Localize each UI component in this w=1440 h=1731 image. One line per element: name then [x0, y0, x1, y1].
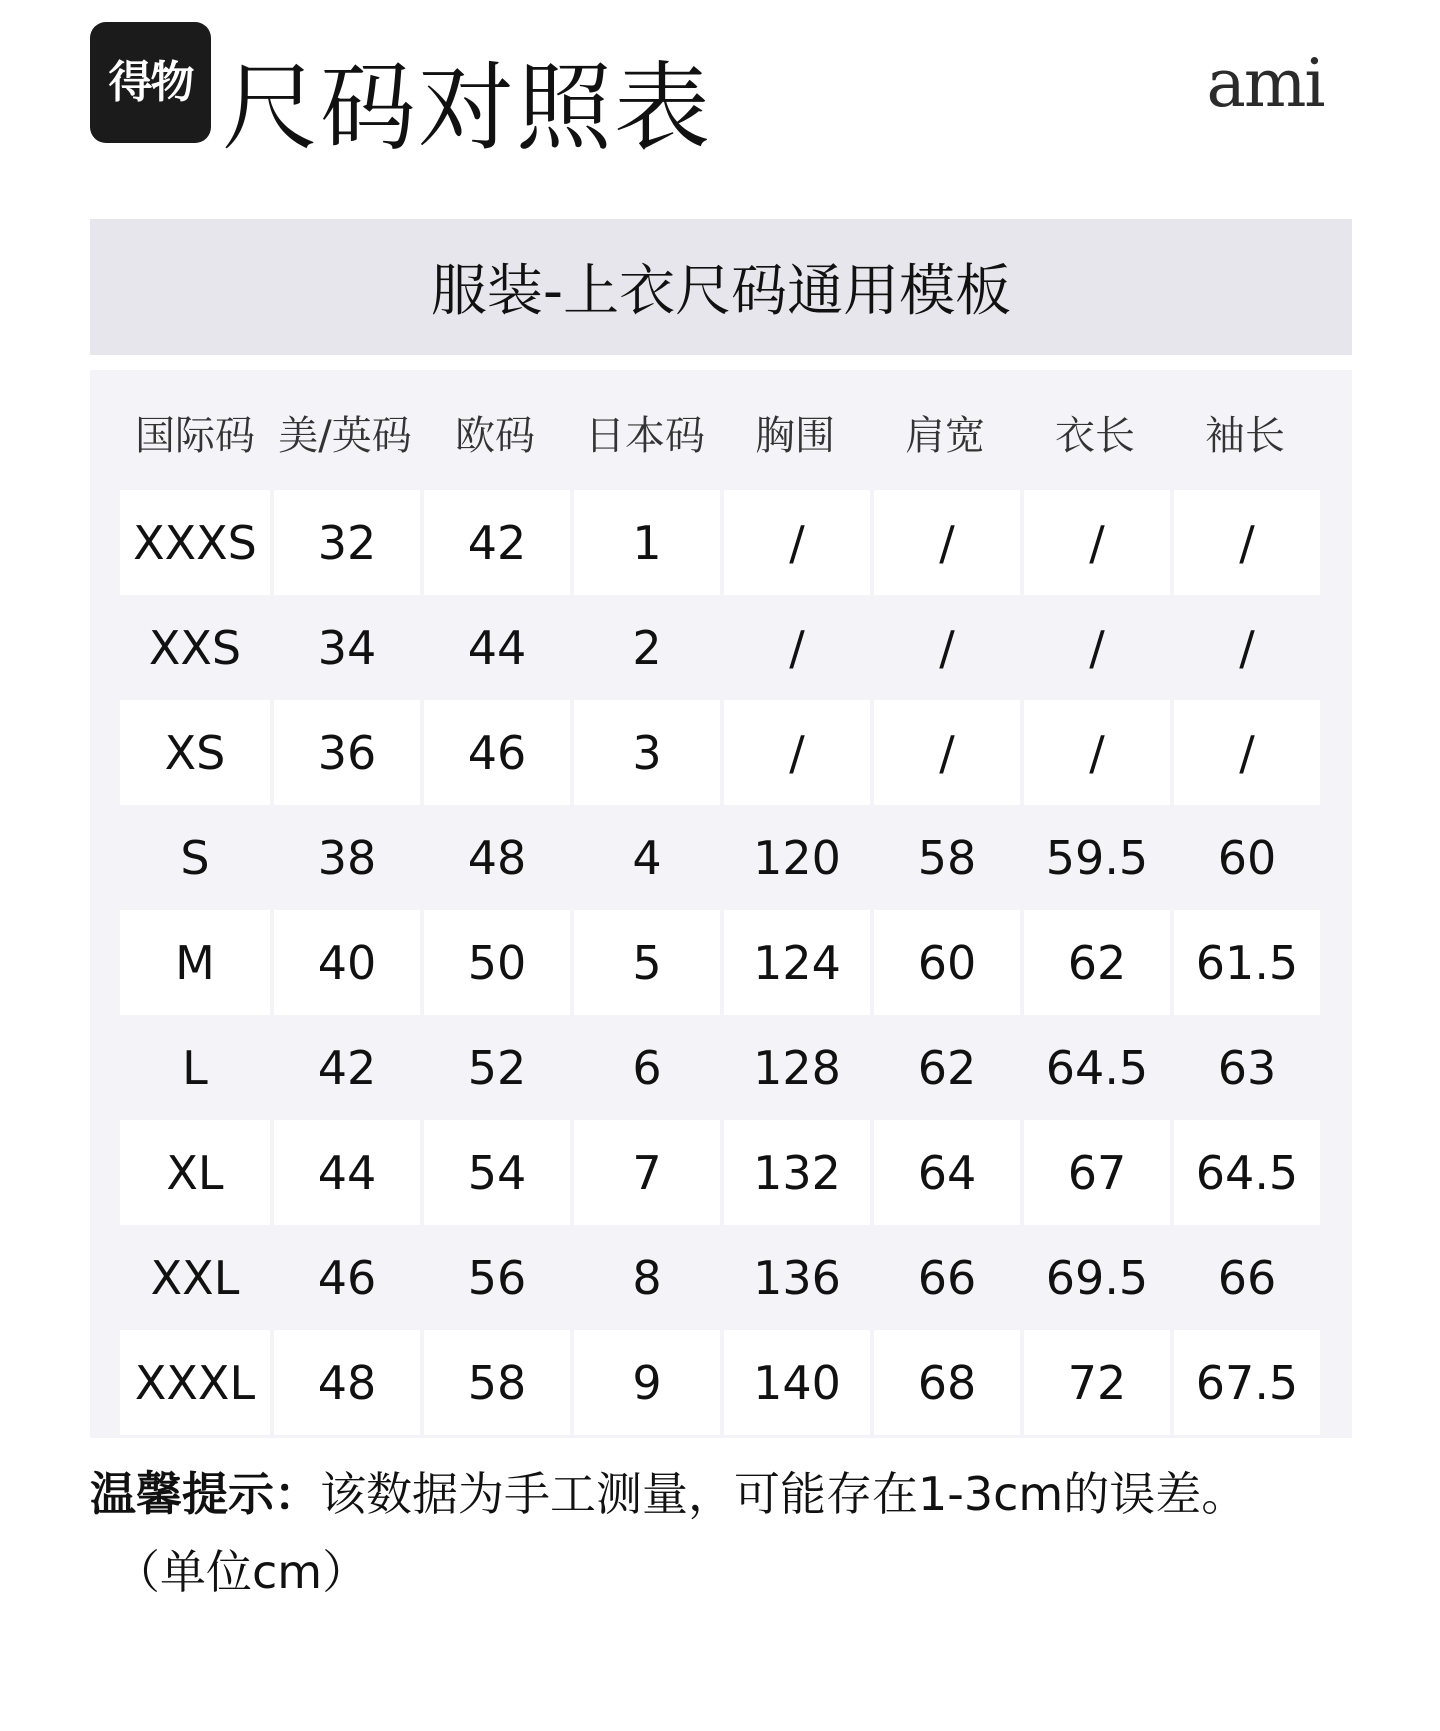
table-row — [120, 490, 1320, 595]
table-cell: XXL — [150, 1250, 240, 1305]
table-cell: 46 — [270, 1225, 420, 1330]
table-cell: 62 — [870, 1015, 1020, 1120]
page-title: 尺码对照表 — [222, 52, 712, 164]
notice-text: 该数据为手工测量，可能存在1-3cm的误差。 — [320, 1467, 1248, 1521]
table-cell: 5 — [570, 910, 720, 1015]
table-cell: 59.5 — [1020, 805, 1170, 910]
notice-label: 温馨提示： — [90, 1467, 320, 1521]
column-header: 欧码 — [455, 412, 535, 459]
table-cell: 46 — [420, 700, 570, 805]
table-cell: 62 — [1020, 910, 1170, 1015]
table-cell: XXXL — [120, 1330, 270, 1435]
table-cell: / — [1020, 595, 1170, 700]
table-cell: 69.5 — [1020, 1225, 1170, 1330]
table-cell: 3 — [570, 700, 720, 805]
template-title: 服装-上衣尺码通用模板 — [430, 259, 1012, 324]
table-cell: 120 — [720, 805, 870, 910]
table-cell: XXS — [148, 620, 242, 675]
table-cell: S — [180, 830, 210, 885]
table-row — [120, 910, 1320, 1015]
table-cell: / — [720, 700, 870, 805]
table-cell: 60 — [870, 910, 1020, 1015]
table-cell: 58 — [420, 1330, 570, 1435]
table-cell: 32 — [270, 490, 420, 595]
table-cell: 72 — [1020, 1330, 1170, 1435]
column-header: 美/英码 — [278, 412, 412, 459]
table-cell: 66 — [1170, 1225, 1320, 1330]
table-cell: / — [1170, 595, 1320, 700]
table-cell: 64 — [870, 1120, 1020, 1225]
table-cell: / — [720, 490, 870, 595]
table-cell: / — [870, 700, 1020, 805]
table-cell: 63 — [1170, 1015, 1320, 1120]
column-header: 胸围 — [755, 412, 835, 459]
table-cell: 64.5 — [1170, 1120, 1320, 1225]
table-cell: / — [870, 595, 1020, 700]
table-cell: 40 — [270, 910, 420, 1015]
table-cell: 66 — [870, 1225, 1020, 1330]
table-cell: / — [870, 490, 1020, 595]
table-cell: 36 — [270, 700, 420, 805]
table-cell: 56 — [420, 1225, 570, 1330]
dewu-logo — [90, 22, 211, 143]
table-cell: 4 — [570, 805, 720, 910]
table-cell: 132 — [720, 1120, 870, 1225]
table-row — [120, 805, 1320, 910]
table-cell: / — [1020, 490, 1170, 595]
table-cell: 140 — [720, 1330, 870, 1435]
table-cell: / — [1170, 490, 1320, 595]
table-cell: 9 — [570, 1330, 720, 1435]
table-cell: 136 — [720, 1225, 870, 1330]
column-header: 国际码 — [135, 412, 255, 459]
size-table — [90, 370, 1352, 1438]
table-cell: 54 — [420, 1120, 570, 1225]
table-body — [120, 490, 1320, 1435]
column-header: 肩宽 — [905, 412, 985, 459]
table-cell: 38 — [270, 805, 420, 910]
column-header: 日本码 — [585, 412, 705, 459]
table-cell: 7 — [570, 1120, 720, 1225]
table-cell: 8 — [570, 1225, 720, 1330]
table-row — [120, 1225, 1320, 1330]
table-row — [120, 1015, 1320, 1120]
table-cell: L — [182, 1040, 208, 1095]
table-cell: 64.5 — [1020, 1015, 1170, 1120]
table-cell: 50 — [420, 910, 570, 1015]
table-row — [120, 700, 1320, 805]
table-cell: 34 — [270, 595, 420, 700]
table-cell: 60 — [1170, 805, 1320, 910]
table-cell: 44 — [420, 595, 570, 700]
table-cell: 42 — [420, 490, 570, 595]
table-cell: 68 — [870, 1330, 1020, 1435]
table-cell: 48 — [420, 805, 570, 910]
table-cell: / — [1020, 700, 1170, 805]
table-cell: XS — [120, 700, 270, 805]
table-cell: 61.5 — [1170, 910, 1320, 1015]
table-cell: 42 — [270, 1015, 420, 1120]
logo-text: 得物 — [108, 56, 193, 108]
template-banner — [90, 219, 1352, 355]
table-cell: 52 — [420, 1015, 570, 1120]
table-cell: M — [120, 910, 270, 1015]
table-row — [120, 595, 1320, 700]
table-header — [120, 400, 1320, 464]
table-cell: 6 — [570, 1015, 720, 1120]
table-row — [120, 1120, 1320, 1225]
table-cell: 2 — [570, 595, 720, 700]
table-cell: 48 — [270, 1330, 420, 1435]
column-header: 袖长 — [1205, 412, 1285, 459]
table-cell: XXXS — [120, 490, 270, 595]
notice-unit: （单位cm） — [114, 1545, 369, 1599]
table-cell: / — [720, 595, 870, 700]
table-row — [120, 1330, 1320, 1435]
table-cell: 128 — [720, 1015, 870, 1120]
table-cell: 67.5 — [1170, 1330, 1320, 1435]
table-cell: / — [1170, 700, 1320, 805]
table-cell: 58 — [870, 805, 1020, 910]
table-cell: 124 — [720, 910, 870, 1015]
table-cell: 1 — [570, 490, 720, 595]
notice — [90, 1455, 1390, 1611]
table-cell: 67 — [1020, 1120, 1170, 1225]
table-cell: 44 — [270, 1120, 420, 1225]
brand-logo: ami — [1206, 45, 1324, 122]
column-header: 衣长 — [1055, 412, 1135, 459]
table-cell: XL — [120, 1120, 270, 1225]
